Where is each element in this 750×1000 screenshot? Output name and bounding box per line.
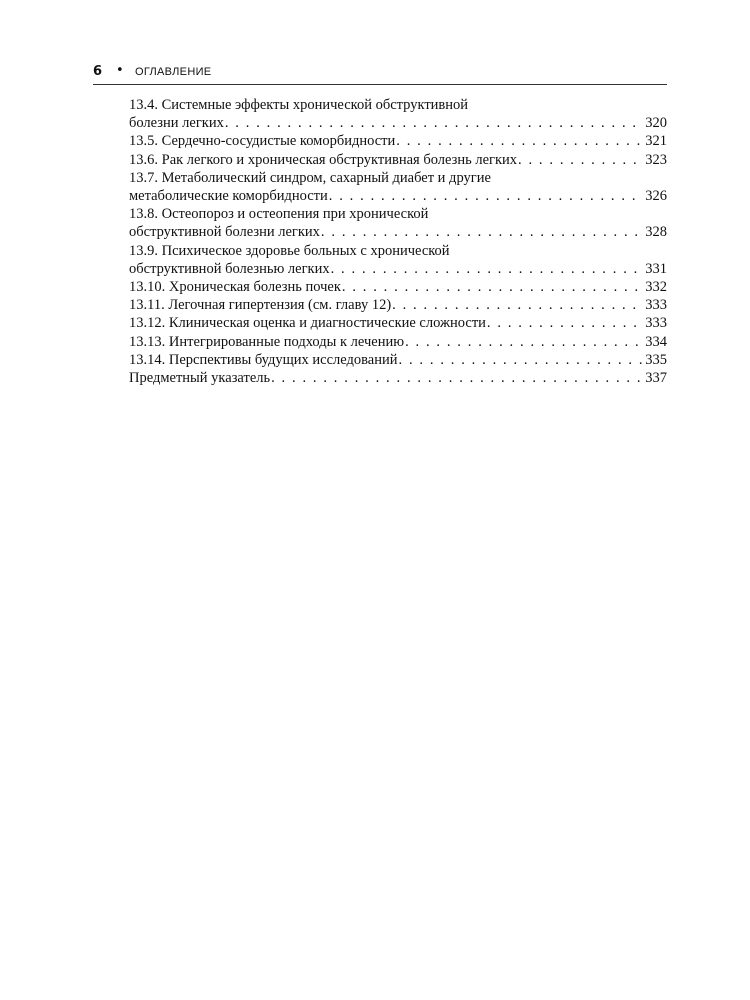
dot-leader [392, 296, 643, 314]
toc-entry[interactable] [129, 205, 667, 241]
toc-page-number: 337 [645, 370, 667, 387]
toc-entry-title-line: метаболические коморбидности [129, 188, 328, 205]
toc-entry-leader-row [129, 151, 667, 169]
page-number: 6 [93, 64, 103, 79]
toc-entry-title-line: 13.9. Психическое здоровье больных с хронической [129, 242, 450, 259]
dot-leader [342, 278, 643, 296]
toc-page-number: 335 [645, 351, 667, 368]
toc-entry-title-line: 13.6. Рак легкого и хроническая обструктивная болезнь легких [129, 151, 518, 168]
toc-page-number: 323 [645, 151, 667, 168]
dot-leader [321, 223, 643, 241]
dot-leader [405, 333, 643, 351]
dot-leader [225, 114, 643, 132]
dot-leader [487, 314, 643, 332]
toc-entry-title-line: 13.5. Сердечно-сосудистые коморбидности [129, 133, 396, 150]
toc-entry[interactable] [129, 351, 667, 369]
toc-page-number: 331 [645, 260, 667, 277]
toc-entry-leader-row [129, 114, 667, 132]
toc-entry-title-line: 13.14. Перспективы будущих исследований [129, 351, 398, 368]
toc-page-number: 334 [645, 333, 667, 350]
toc-entry[interactable] [129, 314, 667, 332]
toc-entry-leader-row [129, 351, 667, 369]
toc-entry[interactable] [129, 96, 667, 132]
toc-entry-leader-row [129, 278, 667, 296]
toc-entry[interactable] [129, 242, 667, 278]
toc-entry[interactable] [129, 296, 667, 314]
dot-leader [399, 351, 644, 369]
running-header [93, 62, 667, 85]
bullet-icon: • [116, 63, 124, 78]
dot-leader [331, 260, 644, 278]
dot-leader [518, 151, 643, 169]
toc-entry[interactable] [129, 132, 667, 150]
toc-entry-title-line: 13.12. Клиническая оценка и диагностические сложности [129, 315, 486, 332]
toc-entry-title-line: 13.8. Остеопороз и остеопения при хронической [129, 206, 429, 223]
toc-entry-leader-row [129, 187, 667, 205]
toc-page-number: 333 [645, 297, 667, 314]
toc-entry-leader-row [129, 333, 667, 351]
toc-page-number: 326 [645, 188, 667, 205]
section-title: ОГЛАВЛЕНИЕ [135, 66, 212, 78]
toc-entry-leader-row [129, 296, 667, 314]
toc-page-number: 332 [645, 279, 667, 296]
toc-entry[interactable] [129, 333, 667, 351]
toc-entry-title-line: обструктивной болезни легких [129, 224, 320, 241]
toc-entry-title-line: 13.10. Хроническая болезнь почек [129, 279, 341, 296]
toc-page-number: 333 [645, 315, 667, 332]
toc-entry[interactable] [129, 169, 667, 205]
toc-entry-leader-row [129, 132, 667, 150]
toc-entry-title-line: 13.13. Интегрированные подходы к лечению [129, 333, 405, 350]
dot-leader [329, 187, 643, 205]
toc-entry-leader-row [129, 260, 667, 278]
toc-entry-title-line: Предметный указатель [129, 370, 271, 387]
dot-leader [396, 132, 643, 150]
toc-entry-leader-row [129, 223, 667, 241]
table-of-contents [129, 96, 667, 387]
toc-entry[interactable] [129, 369, 667, 387]
toc-entry-title-line: 13.11. Легочная гипертензия (см. главу 12) [129, 297, 392, 314]
toc-entry-leader-row [129, 369, 667, 387]
toc-page-number: 320 [645, 115, 667, 132]
dot-leader [271, 369, 643, 387]
toc-page-number: 328 [645, 224, 667, 241]
toc-entry[interactable] [129, 278, 667, 296]
toc-entry-title-line: 13.7. Метаболический синдром, сахарный диабет и другие [129, 169, 491, 186]
toc-entry-title-line: 13.4. Системные эффекты хронической обструктивной [129, 97, 469, 113]
toc-entry-title-line: обструктивной болезнью легких [129, 260, 330, 277]
toc-entry-title-line: болезни легких [129, 115, 224, 132]
toc-page-number: 321 [645, 133, 667, 150]
toc-entry[interactable] [129, 151, 667, 169]
toc-entry-leader-row [129, 314, 667, 332]
